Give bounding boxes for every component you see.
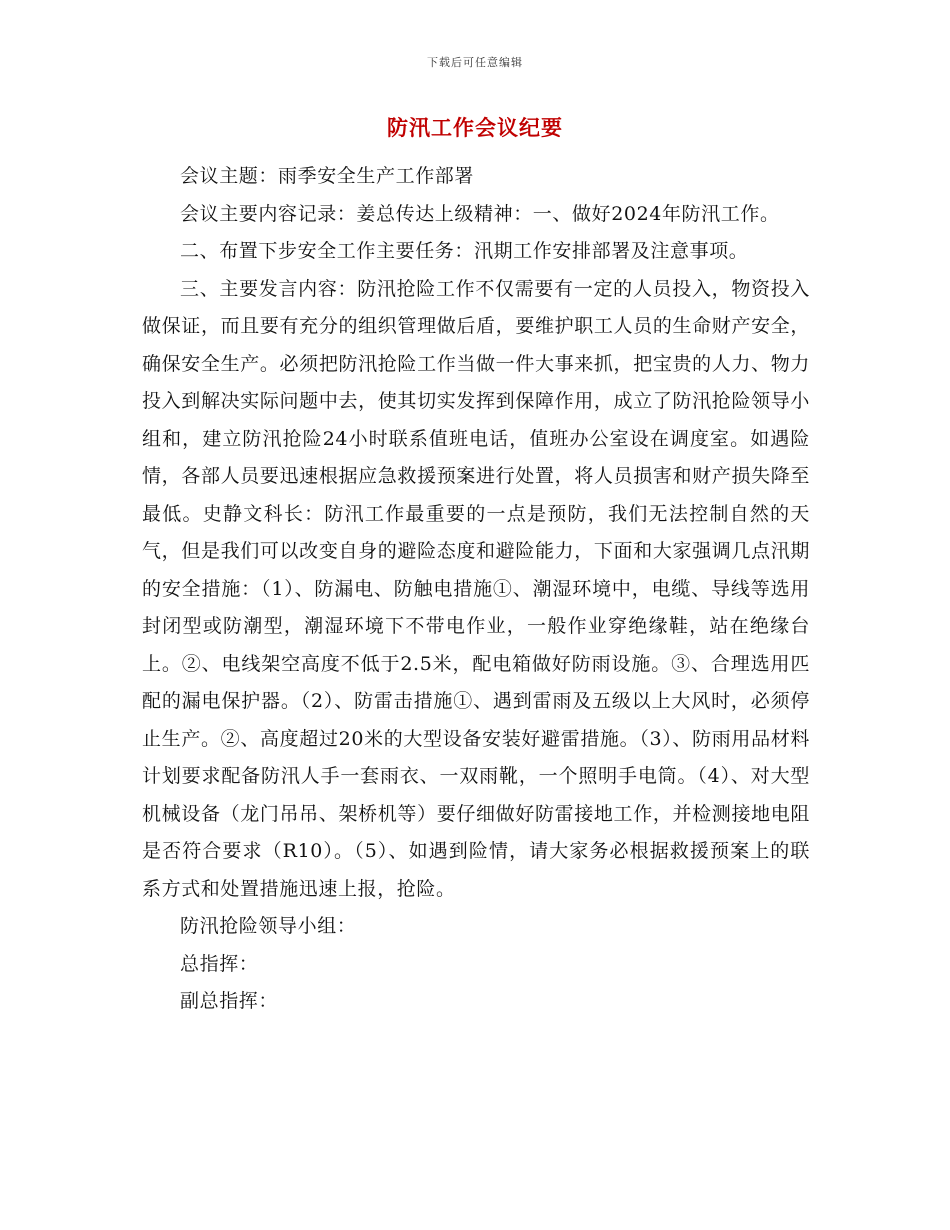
paragraph-task-arrangement: 二、布置下步安全工作主要任务：汛期工作安排部署及注意事项。 [180,240,749,262]
paragraph-meeting-topic: 会议主题：雨季安全生产工作部署 [180,165,475,187]
document-body [142,158,810,1021]
paragraph-meeting-record: 会议主要内容记录：姜总传达上级精神：一、做好2024年防汛工作。 [180,202,780,225]
document-title: 防汛工作会议纪要 [387,115,563,140]
paragraph-commander: 总指挥： [180,952,259,975]
header-note: 下载后可任意编辑 [427,56,523,69]
paragraph-main-speech: 三、主要发言内容：防汛抢险工作不仅需要有一定的人员投入，物资投入做保证，而且要有充分的组织管理做后盾，要维护职工人员的生命财产安全，确保安全生产。必须把防汛抢险工作当做一件大事来抓，把宝贵的人力、物力投入到解决实际问题中去，使其切实发挥到保障作用，成立了防汛抢险领导小组和，建立防汛抢险24小时联系值班电话，值班办公室设在调度室。如遇险情，各部人员要迅速根据应急救援预案进行处置，将人员损害和财产损失降至最低。史静文科长：防汛工作最重要的一点是预防，我们无法控制自然的天气，但是我们可以改变自身的避险态度和避险能力，下面和大家强调几点汛期的安全措施：（1）、防漏电、防触电措施①、潮湿环境中，电缆、导线等选用封闭型或防潮型，潮湿环境下不带电作业，一般作业穿绝缘鞋，站在绝缘台上。②、电线架空高度不低于2.5米，配电箱做好防雨设施。③、合理选用匹配的漏电保护器。（2）、防雷击措施①、遇到雷雨及五级以上大风时，必须停止生产。②、高度超过20米的大型设备安装好避雷措施。（3）、防雨用品材料计划要求配备防汛人手一套雨衣、一双雨靴，一个照明手电筒。（4）、对大型机械设备（龙门吊吊、架桥机等）要仔细做好防雷接地工作，并检测接地电阻是否符合要求（R10）。（5）、如遇到险情，请大家务必根据救援预案上的联系方式和处置措施迅速上报，抢险。 [142,277,810,900]
paragraph-deputy-commander: 副总指挥： [180,990,279,1012]
paragraph-leadership-group: 防汛抢险领导小组： [180,915,357,937]
